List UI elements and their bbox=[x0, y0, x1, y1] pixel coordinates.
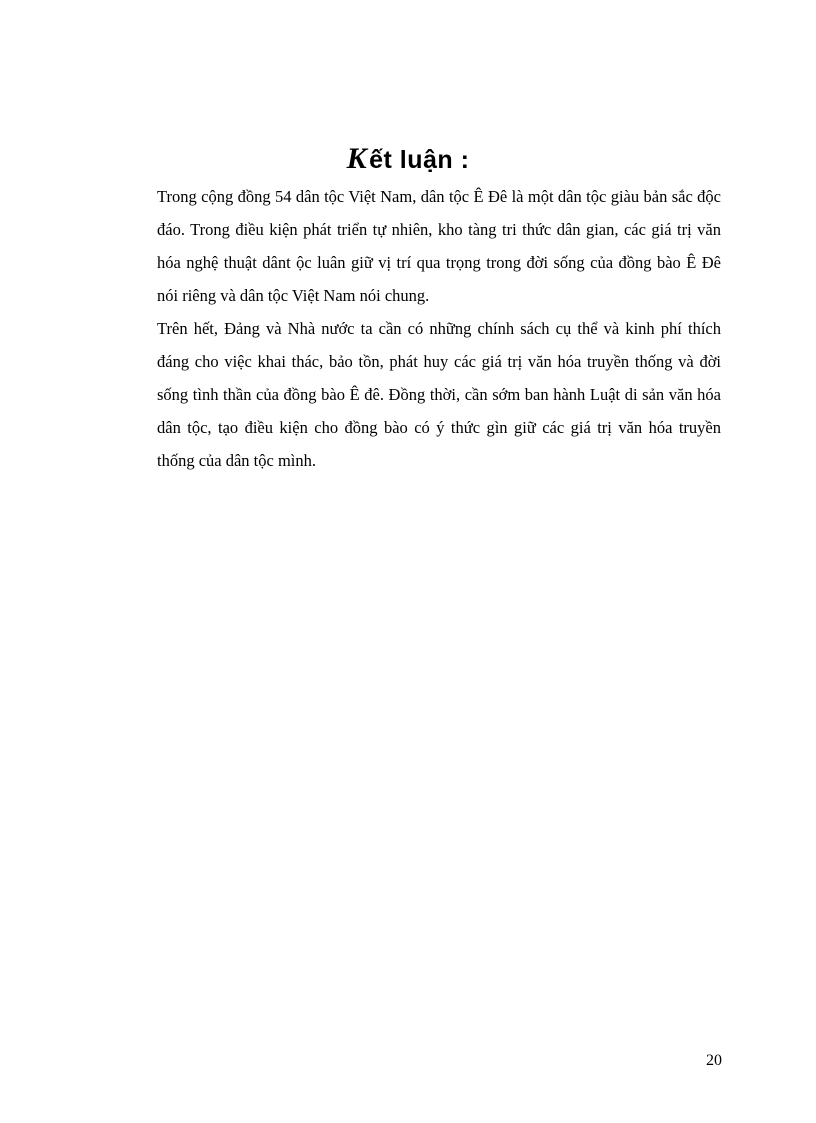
section-heading bbox=[0, 142, 816, 176]
paragraph-2: Trên hết, Đảng và Nhà nước ta cần có những chính sách cụ thể và kinh phí thích đáng cho việc khai thác, bảo tồn, phát huy các giá trị văn hóa truyền thống và đời sống tình thần của đồng bào Ê đê. Đồng thời, cần sớm ban hành Luật di sản văn hóa dân tộc, tạo điều kiện cho đồng bào có ý thức gìn giữ các giá trị văn hóa truyền thống của dân tộc mình. bbox=[157, 319, 721, 470]
paragraph-1: Trong cộng đồng 54 dân tộc Việt Nam, dân tộc Ê Đê là một dân tộc giàu bản sắc độc đáo. Trong điều kiện phát triển tự nhiên, kho tàng tri thức dân gian, các giá trị văn hóa nghệ thuật dânt ộc luân giữ vị trí qua trọng trong đời sống của đồng bào Ê Đê nói riêng và dân tộc Việt Nam nói chung. bbox=[157, 187, 721, 305]
body-text bbox=[157, 180, 721, 477]
page-number: 20 bbox=[706, 1052, 722, 1069]
heading-text: ết luận : bbox=[369, 146, 470, 174]
heading-initial: K bbox=[346, 142, 368, 175]
